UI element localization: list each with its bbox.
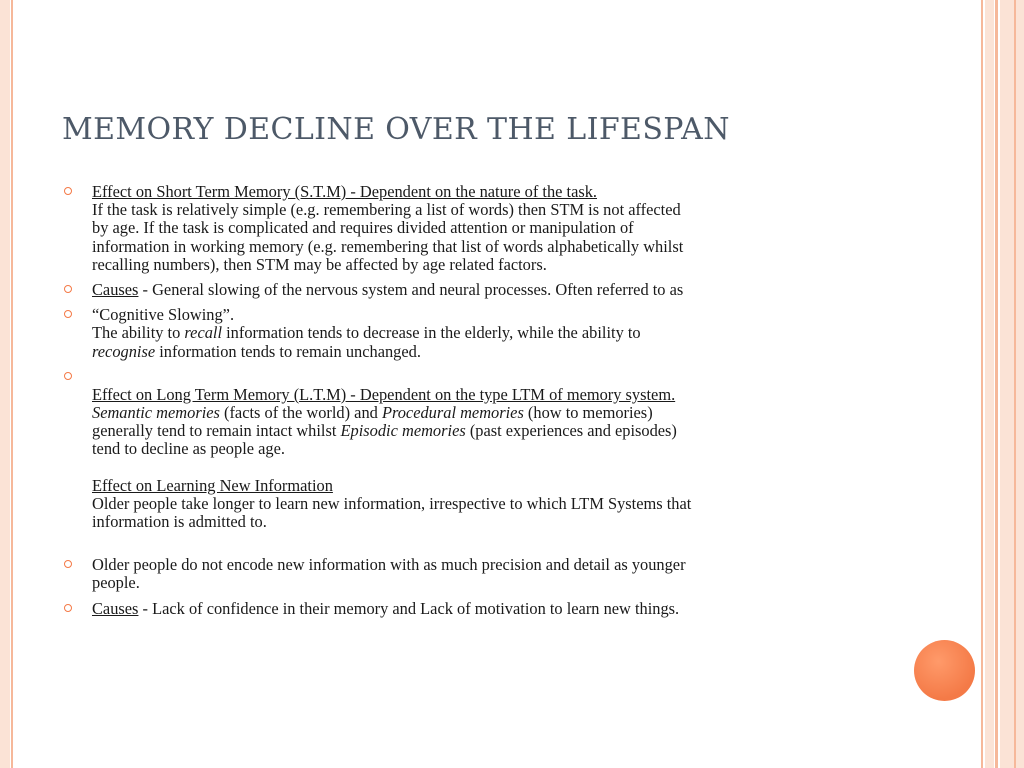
bullet-circle-icon xyxy=(64,560,72,568)
recognise-text: information tends to remain unchanged. xyxy=(155,341,421,361)
left-border-decoration xyxy=(0,0,14,768)
stm-heading: Effect on Short Term Memory (S.T.M) - Dependent on the nature of the task. xyxy=(92,182,598,201)
bullet-circle-icon xyxy=(64,187,72,195)
procedural-memories: Procedural memories xyxy=(381,403,524,423)
episodic-memories: Episodic memories xyxy=(340,421,466,441)
learning-line-2: information is admitted to. xyxy=(92,512,267,532)
bullet-cognitive-slowing xyxy=(62,306,892,361)
ltm-text-3: generally tend to remain intact whilst xyxy=(92,421,341,441)
cognitive-slowing-line: “Cognitive Slowing”. xyxy=(92,305,235,325)
bullet-encoding xyxy=(62,556,892,592)
bullet-circle-icon xyxy=(64,372,72,380)
recall-text-b: information tends to decrease in the elderly, while the ability to xyxy=(222,323,641,343)
bullet-circle-icon xyxy=(64,604,72,612)
encoding-line-1: Older people do not encode new information with as much precision and detail as younger xyxy=(92,555,686,575)
ltm-text-4: (past experiences and episodes) xyxy=(465,421,677,441)
slide-body xyxy=(62,183,892,625)
ltm-text-2: (how to memories) xyxy=(523,403,653,423)
encoding-line-2: people. xyxy=(92,573,140,593)
bullet-circle-icon xyxy=(64,310,72,318)
decorative-orange-circle xyxy=(914,640,975,701)
ltm-text-1: (facts of the world) and xyxy=(219,403,382,423)
recall-text-a: The ability to xyxy=(92,323,185,343)
ltm-line-4: tend to decline as people age. xyxy=(92,439,285,459)
stm-line-2: by age. If the task is complicated and requires divided attention or manipulation of xyxy=(92,218,634,238)
bullet-ltm xyxy=(62,368,892,549)
recognise-word: recognise xyxy=(92,341,156,361)
causes-text: - General slowing of the nervous system and neural processes. Often referred to as xyxy=(138,280,684,300)
causes-label-2: Causes xyxy=(92,598,139,618)
right-border-decoration xyxy=(976,0,1024,768)
causes-text-2: - Lack of confidence in their memory and Lack of motivation to learn new things. xyxy=(138,598,680,618)
stm-line-1: If the task is relatively simple (e.g. remembering a list of words) then STM is not affected xyxy=(92,200,681,220)
learning-line-1: Older people take longer to learn new information, irrespective to which LTM Systems that xyxy=(92,493,692,513)
bullet-stm xyxy=(62,183,892,274)
bullet-causes-confidence xyxy=(62,600,892,618)
causes-label: Causes xyxy=(92,280,139,300)
bullet-causes-slowing xyxy=(62,281,892,299)
stm-line-4: recalling numbers), then STM may be affected by age related factors. xyxy=(92,254,547,274)
stm-line-3: information in working memory (e.g. remembering that list of words alphabetically whilst xyxy=(92,236,684,256)
learning-heading: Effect on Learning New Information xyxy=(92,475,333,495)
semantic-memories: Semantic memories xyxy=(92,403,220,423)
ltm-heading: Effect on Long Term Memory (L.T.M) - Dependent on the type LTM of memory system. xyxy=(92,384,676,404)
recall-word: recall xyxy=(184,323,223,343)
bullet-circle-icon xyxy=(64,285,72,293)
slide-title: MEMORY DECLINE OVER THE LIFESPAN xyxy=(62,112,730,147)
